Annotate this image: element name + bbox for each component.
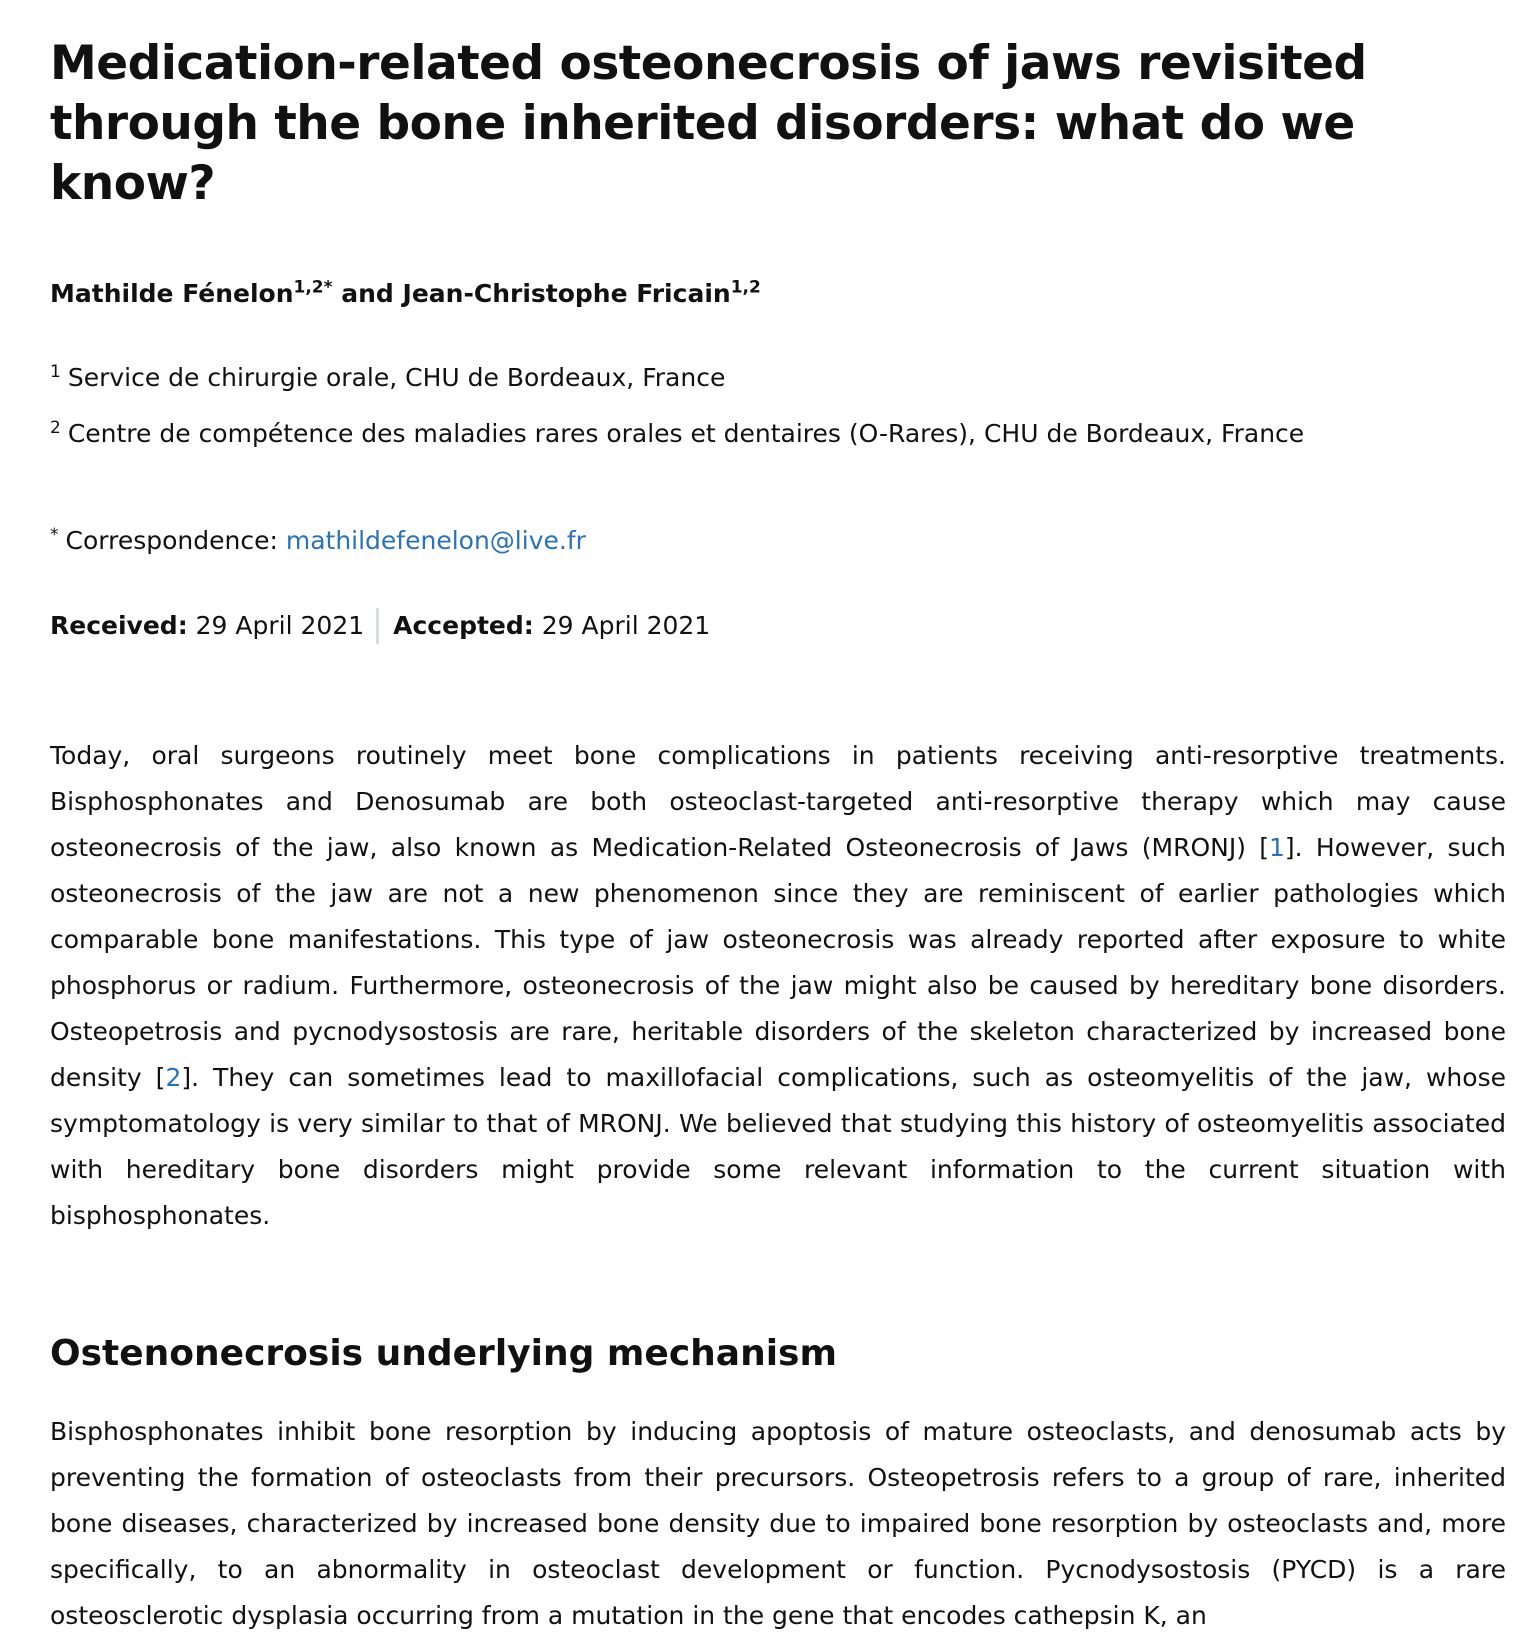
author-joiner: and [341,279,394,308]
affiliation-number: 1 [50,361,61,382]
affiliation-text: Centre de compétence des maladies rares orales et dentaires (O-Rares), CHU de Bordeaux, France [67,419,1305,448]
affiliation-item [50,350,1506,406]
article-title: Medication-related osteonecrosis of jaws revisited through the bone inherited disorders: what do we know? [50,36,1367,211]
received-label: Received: [50,611,188,640]
correspondence-email-link[interactable]: mathildefenelon@live.fr [285,526,586,555]
author-name: Mathilde Fénelon [50,279,294,308]
affiliation-number: 2 [50,417,61,438]
received-date: 29 April 2021 [195,611,365,640]
intro-paragraph [50,733,1506,1239]
affiliation-list [50,350,1506,462]
accepted-date: 29 April 2021 [541,611,711,640]
author-list [50,274,1506,314]
section-paragraph: Bisphosphonates inhibit bone resorption by inducing apoptosis of mature osteoclasts, and denosumab acts by preventing the formation of osteoclasts from their precursors. Osteopetrosis refers to a group of rare, inherited bone diseases, characterized by increased bone density due to impaired bone resorption by osteoclasts and, more specifically, to an abnormality in osteoclast development or function. Pycnodysostosis (PYCD) is a rare osteosclerotic dysplasia occurring from a mutation in the gene that encodes cathepsin K, an [50,1416,1506,1630]
author-affiliation-marker: 1,2* [293,277,333,298]
accepted-label: Accepted: [393,611,534,640]
reference-link-1[interactable]: 1 [1269,833,1285,862]
intro-text: ]. They can sometimes lead to maxillofacial complications, such as osteomyelitis of the jaw, whose symptomatology is very similar to that of MRONJ. We believed that studying this history of osteomyelitis associated with hereditary bone disorders might provide some relevant information to the current situation with bisphosphonates. [50,1063,1506,1230]
article-dates [50,606,1506,646]
intro-text: ]. However, such osteonecrosis of the jaw are not a new phenomenon since they are reminiscent of earlier pathologies which comparable bone manifestations. This type of jaw osteonecrosis was already reported after exposure to white phosphorus or radium. Furthermore, osteonecrosis of the jaw might also be caused by hereditary bone disorders. Osteopetrosis and pycnodysostosis are rare, heritable disorders of the skeleton characterized by increased bone density [ [50,833,1506,1092]
affiliation-text: Service de chirurgie orale, CHU de Bordeaux, France [67,363,726,392]
correspondence-label: Correspondence: [65,526,278,555]
correspondence [50,521,1506,561]
correspondence-marker: * [50,524,59,545]
reference-link-2[interactable]: 2 [165,1063,182,1092]
author-affiliation-marker: 1,2 [730,277,761,298]
affiliation-item [50,406,1506,462]
article-page [50,0,1506,1639]
intro-text: Today, oral surgeons routinely meet bone complications in patients receiving anti-resorptive treatments. Bisphosphonates and Denosumab are both osteoclast-targeted anti-resorptive therapy which may cause osteonecrosis of the jaw, also known as Medication-Related Osteonecrosis of Jaws (MRONJ) [ [50,741,1506,862]
section-heading: Ostenonecrosis underlying mechanism [50,1333,837,1374]
author-name: Jean-Christophe Fricain [402,279,731,308]
date-divider [376,608,379,644]
